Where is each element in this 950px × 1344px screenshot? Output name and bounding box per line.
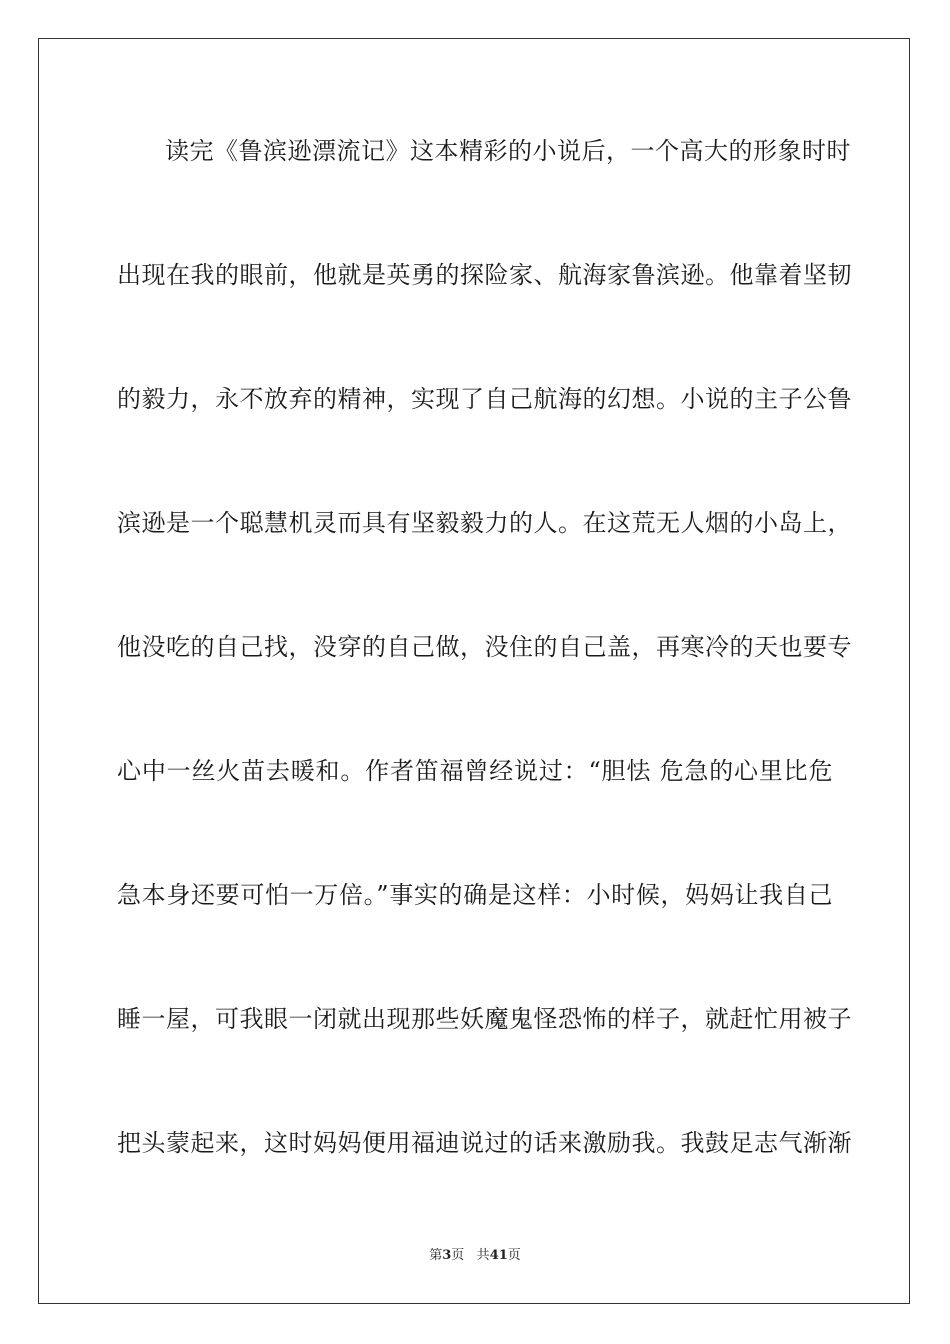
footer-total-prefix: 共	[476, 1248, 490, 1263]
body-text-line: 出现在我的眼前，他就是英勇的探险家、航海家鲁滨逊。他靠着坚韧	[117, 261, 852, 289]
footer-page-prefix: 第	[429, 1248, 443, 1263]
page-footer	[0, 1248, 950, 1264]
body-text-line: 他没吃的自己找，没穿的自己做，没住的自己盖，再寒冷的天也要专	[117, 633, 852, 661]
footer-total-pages: 41	[489, 1248, 508, 1263]
footer-current-page: 3	[442, 1248, 452, 1263]
footer-page-suffix: 页	[451, 1248, 465, 1263]
footer-total-suffix: 页	[507, 1248, 521, 1263]
body-text-line: 滨逊是一个聪慧机灵而具有坚毅毅力的人。在这荒无人烟的小岛上，	[117, 509, 852, 537]
body-text-line: 读完《鲁滨逊漂流记》这本精彩的小说后，一个高大的形象时时	[165, 137, 851, 165]
body-text-line: 的毅力，永不放弃的精神，实现了自己航海的幻想。小说的主子公鲁	[117, 385, 852, 413]
body-text-line: 急本身还要可怕一万倍。”事实的确是这样：小时候，妈妈让我自己	[117, 881, 833, 909]
body-text-line: 心中一丝火苗去暖和。作者笛福曾经说过：“胆怯 危急的心里比危	[117, 757, 833, 785]
body-text-line: 把头蒙起来，这时妈妈便用福迪说过的话来激励我。我鼓足志气渐渐	[117, 1129, 852, 1157]
body-text-line: 睡一屋，可我眼一闭就出现那些妖魔鬼怪恐怖的样子，就赶忙用被子	[117, 1005, 852, 1033]
page-border	[38, 38, 910, 1304]
